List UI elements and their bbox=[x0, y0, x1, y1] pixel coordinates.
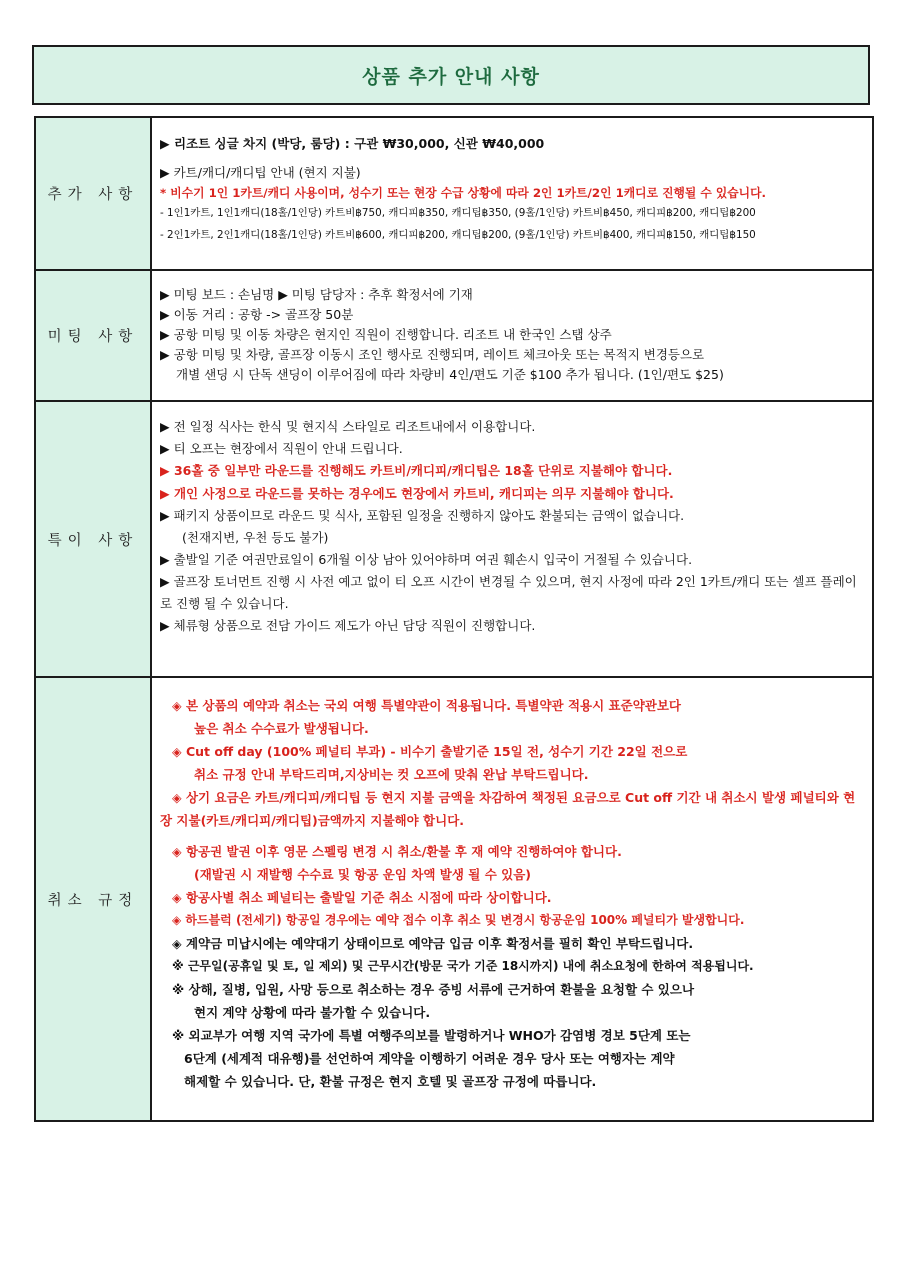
line: 해제할 수 있습니다. 단, 환불 규정은 현지 호텔 및 골프장 규정에 따릅니다. bbox=[184, 1074, 597, 1089]
line: ◈ 상기 요금은 카트/캐디피/캐디팁 등 현지 지불 금액을 차감하여 책정된 요금으로 Cut off 기간 내 취소시 발생 페널티와 현장 지불(카트/캐디피/캐디팁)금액까지 지불해야 합니다. bbox=[160, 790, 856, 828]
line: ▶ 패키지 상품이므로 라운드 및 식사, 포함된 일정을 진행하지 않아도 환불되는 금액이 없습니다. bbox=[160, 507, 685, 523]
line: ※ 외교부가 여행 지역 국가에 특별 여행주의보를 발령하거나 WHO가 감염병 경보 5단계 또는 bbox=[172, 1028, 691, 1043]
line: (천재지변, 우천 등도 불가) bbox=[182, 530, 329, 546]
line: 6단계 (세계적 대유행)를 선언하여 계약을 이행하기 어려운 경우 당사 또는 여행자는 계약 bbox=[184, 1051, 675, 1066]
section-label-meeting: 미팅 사항 bbox=[35, 270, 151, 401]
section-label-extra: 추가 사항 bbox=[35, 117, 151, 270]
section-content-special bbox=[151, 401, 873, 677]
line: ※ 상해, 질병, 입원, 사망 등으로 취소하는 경우 증빙 서류에 근거하여 환불을 요청할 수 있으나 bbox=[172, 982, 695, 997]
section-extra bbox=[35, 117, 873, 270]
section-label-special: 특이 사항 bbox=[35, 401, 151, 677]
line: ▶ 티 오프는 현장에서 직원이 안내 드립니다. bbox=[160, 441, 403, 457]
line: ▶ 골프장 토너먼트 진행 시 사전 예고 없이 티 오프 시간이 변경될 수 있으며, 현지 사정에 따라 2인 1카트/캐디 또는 셀프 플레이로 진행 될 수 있습니다. bbox=[160, 574, 857, 612]
line: ◈ Cut off day (100% 페널티 부과) - 비수기 출발기준 15일 전, 성수기 기간 22일 전으로 bbox=[172, 744, 688, 759]
line: ▶ 공항 미팅 및 차량, 골프장 이동시 조인 행사로 진행되며, 레이트 체크아웃 또는 목적지 변경등으로 bbox=[160, 347, 705, 362]
page-title: 상품 추가 안내 사항 bbox=[362, 65, 540, 88]
red-warning-line bbox=[160, 460, 866, 482]
section-meeting bbox=[35, 270, 873, 401]
line: 현지 계약 상황에 따라 불가할 수 있습니다. bbox=[194, 1005, 431, 1020]
line: ▶ 공항 미팅 및 이동 차량은 현지인 직원이 진행합니다. 리조트 내 한국인 스탭 상주 bbox=[160, 327, 612, 342]
section-label-cancel: 취소 규정 bbox=[35, 677, 151, 1121]
line: ◈ 계약금 미납시에는 예약대기 상태이므로 예약금 입금 이후 확정서를 필히 확인 부탁드립니다. bbox=[172, 936, 694, 951]
section-content-extra bbox=[151, 117, 873, 270]
line: - 2인1카트, 2인1캐디(18홀/1인당) 카트비฿600, 캐디피฿200, 캐디팁฿200, (9홀/1인당) 카트비฿400, 캐디피฿150, 캐디팁฿150 bbox=[160, 229, 756, 241]
line: 개별 샌딩 시 단독 샌딩이 이루어짐에 따라 차량비 4인/편도 기준 $100 추가 됩니다. (1인/편도 $25) bbox=[176, 367, 724, 382]
section-content-meeting bbox=[151, 270, 873, 401]
line: ▶ 전 일정 식사는 한식 및 현지식 스타일로 리조트내에서 이용합니다. bbox=[160, 419, 536, 434]
section-content-cancel bbox=[151, 677, 873, 1121]
line: ◈ 하드블럭 (전세기) 항공일 경우에는 예약 접수 이후 취소 및 변경시 항공운임 100% 페널티가 발생합니다. bbox=[172, 913, 745, 927]
line-text: 36홀 중 일부만 라운드를 진행해도 카트비/캐디피/캐디팁은 18홀 단위로 지불해야 합니다. bbox=[173, 463, 673, 479]
line: ※ 근무일(공휴일 및 토, 일 제외) 및 근무시간(방문 국가 기준 18시까지) 내에 취소요청에 한하여 적용됩니다. bbox=[172, 959, 754, 973]
line: 높은 취소 수수료가 발생됩니다. bbox=[194, 721, 369, 736]
line: ◈ 항공사별 취소 페널티는 출발일 기준 취소 시점에 따라 상이합니다. bbox=[172, 890, 552, 905]
info-table bbox=[34, 116, 874, 1122]
section-special bbox=[35, 401, 873, 677]
line: 취소 규정 안내 부탁드리며,지상비는 컷 오프에 맞춰 완납 부탁드립니다. bbox=[194, 767, 589, 782]
line: (재발권 시 재발행 수수료 및 항공 운임 차액 발생 될 수 있음) bbox=[194, 867, 532, 882]
line: ▶ 출발일 기준 여권만료일이 6개월 이상 남아 있어야하며 여권 훼손시 입국이 거절될 수 있습니다. bbox=[160, 552, 693, 568]
line: ▶ 리조트 싱글 차지 (박당, 룸당) : 구관 ₩30,000, 신관 ₩40,000 bbox=[160, 136, 545, 151]
line: - 1인1카트, 1인1캐디(18홀/1인당) 카트비฿750, 캐디피฿350, 캐디팁฿350, (9홀/1인당) 카트비฿450, 캐디피฿200, 캐디팁฿200 bbox=[160, 207, 756, 219]
line: ▶ 카트/캐디/캐디팁 안내 (현지 지불) bbox=[160, 165, 361, 180]
title-box bbox=[32, 45, 870, 105]
line: ▶ 체류형 상품으로 전담 가이드 제도가 아닌 담당 직원이 진행합니다. bbox=[160, 618, 536, 634]
line: ▶ 미팅 보드 : 손님명 ▶ 미팅 담당자 : 추후 확정서에 기재 bbox=[160, 287, 473, 302]
red-warning-line bbox=[160, 483, 866, 505]
red-triangle-icon: ▶ bbox=[160, 485, 170, 501]
line: ◈ 본 상품의 예약과 취소는 국외 여행 특별약관이 적용됩니다. 특별약관 적용시 표준약관보다 bbox=[172, 698, 682, 713]
line: ◈ 항공권 발권 이후 영문 스펠링 변경 시 취소/환불 후 재 예약 진행하여야 합니다. bbox=[172, 844, 622, 859]
line: ▶ 이동 거리 : 공항 -> 골프장 50분 bbox=[160, 307, 354, 322]
line-text: 개인 사정으로 라운드를 못하는 경우에도 현장에서 카트비, 캐디피는 의무 지불해야 합니다. bbox=[173, 485, 674, 501]
section-cancel bbox=[35, 677, 873, 1121]
red-triangle-icon: ▶ bbox=[160, 463, 170, 479]
line: * 비수기 1인 1카트/캐디 사용이며, 성수기 또는 현장 수급 상황에 따라 2인 1카트/2인 1캐디로 진행될 수 있습니다. bbox=[160, 186, 766, 200]
